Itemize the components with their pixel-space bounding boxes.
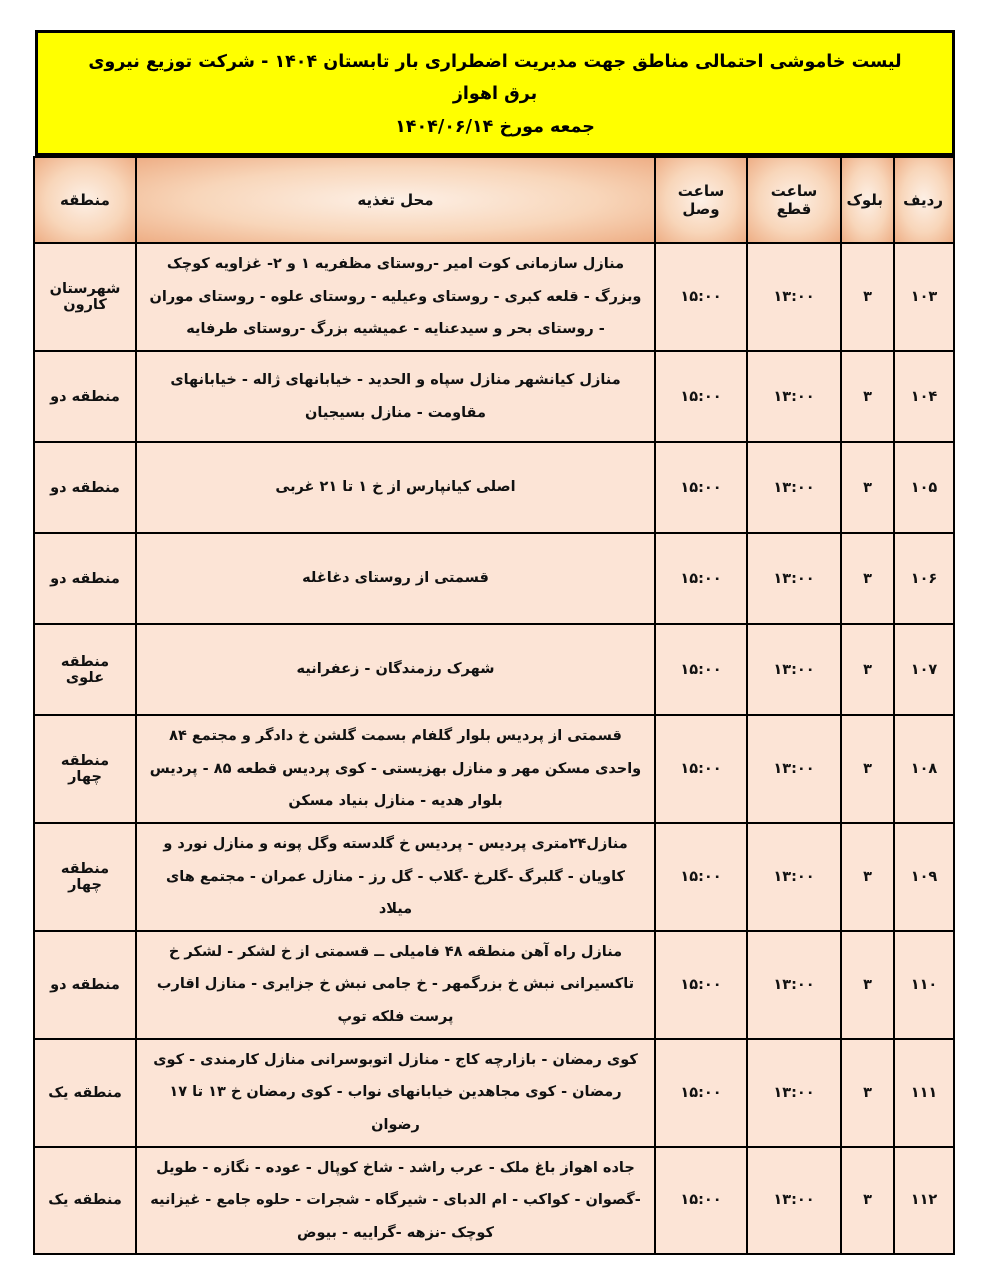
region-cell: منطقه چهار [34,715,136,823]
document-title-banner [35,30,955,156]
cut-time-cell: ۱۳:۰۰ [747,533,841,624]
row-number-cell: ۱۰۴ [894,351,954,442]
feeding-location-cell: منازل سازمانی کوت امیر -روستای مظفریه ۱ و ۲- غزاویه کوچک وبزرگ - قلعه کبری - روستای وعیلیه - روستای علوه - روستای موران - روستای بحر و سیدعنایه - عمیشیه بزرگ -روستای طرفایه [136,243,655,351]
region-cell: منطقه یک [34,1039,136,1147]
row-number-cell: ۱۱۲ [894,1147,954,1255]
cut-time-cell: ۱۳:۰۰ [747,715,841,823]
feeding-location-cell: قسمتی از پردیس بلوار گلفام بسمت گلشن خ دادگر و مجتمع ۸۴ واحدی مسکن مهر و منازل بهزیستی - کوی پردیس قطعه ۸۵ - پردیس بلوار هدیه - منازل بنیاد مسکن [136,715,655,823]
header-cut-time: ساعت قطع [747,157,841,243]
cut-time-cell: ۱۳:۰۰ [747,931,841,1039]
row-number-cell: ۱۱۱ [894,1039,954,1147]
cut-time-cell: ۱۳:۰۰ [747,243,841,351]
row-number-cell: ۱۰۷ [894,624,954,715]
reconnect-time-cell: ۱۵:۰۰ [655,442,747,533]
cut-time-cell: ۱۳:۰۰ [747,1039,841,1147]
table-row [34,624,954,715]
cut-time-cell: ۱۳:۰۰ [747,624,841,715]
block-cell: ۳ [841,715,894,823]
table-row [34,1039,954,1147]
table-row [34,442,954,533]
row-number-cell: ۱۱۰ [894,931,954,1039]
reconnect-time-cell: ۱۵:۰۰ [655,715,747,823]
block-cell: ۳ [841,931,894,1039]
block-cell: ۳ [841,442,894,533]
header-region: منطقه [34,157,136,243]
cut-time-cell: ۱۳:۰۰ [747,1147,841,1255]
feeding-location-cell: اصلی کیانپارس از خ ۱ تا ۲۱ غربی [136,442,655,533]
title-line-2: جمعه مورخ ۱۴۰۴/۰۶/۱۴ [395,116,595,137]
region-cell: منطقه علوی [34,624,136,715]
block-cell: ۳ [841,1039,894,1147]
block-cell: ۳ [841,1147,894,1255]
table-row [34,931,954,1039]
table-row [34,533,954,624]
reconnect-time-cell: ۱۵:۰۰ [655,351,747,442]
table-row [34,715,954,823]
reconnect-time-cell: ۱۵:۰۰ [655,243,747,351]
block-cell: ۳ [841,823,894,931]
header-row-number: ردیف [894,157,954,243]
reconnect-time-cell: ۱۵:۰۰ [655,1039,747,1147]
table-row [34,243,954,351]
region-cell: منطقه یک [34,1147,136,1255]
feeding-location-cell: منازل۲۴متری پردیس - پردیس خ گلدسته وگل پونه و منازل نورد و کاویان - گلبرگ -گلرخ -گلاب - گل رز - منازل عمران - مجتمع های میلاد [136,823,655,931]
outage-table-body [34,243,954,1254]
cut-time-cell: ۱۳:۰۰ [747,442,841,533]
cut-time-cell: ۱۳:۰۰ [747,351,841,442]
row-number-cell: ۱۰۹ [894,823,954,931]
table-row [34,351,954,442]
header-reconnect-time: ساعت وصل [655,157,747,243]
table-header-row [34,157,954,243]
outage-schedule-table [33,156,955,1255]
feeding-location-cell: منازل کیانشهر منازل سپاه و الحدید - خیابانهای ژاله - خیابانهای مقاومت - منازل بسیجیان [136,351,655,442]
reconnect-time-cell: ۱۵:۰۰ [655,931,747,1039]
row-number-cell: ۱۰۶ [894,533,954,624]
reconnect-time-cell: ۱۵:۰۰ [655,823,747,931]
feeding-location-cell: قسمتی از روستای دغاغله [136,533,655,624]
row-number-cell: ۱۰۵ [894,442,954,533]
block-cell: ۳ [841,624,894,715]
table-row [34,823,954,931]
header-feeding-location: محل تغذیه [136,157,655,243]
reconnect-time-cell: ۱۵:۰۰ [655,624,747,715]
cut-time-cell: ۱۳:۰۰ [747,823,841,931]
reconnect-time-cell: ۱۵:۰۰ [655,1147,747,1255]
row-number-cell: ۱۰۸ [894,715,954,823]
region-cell: شهرستان کارون [34,243,136,351]
region-cell: منطقه چهار [34,823,136,931]
header-block: بلوک [841,157,894,243]
block-cell: ۳ [841,351,894,442]
feeding-location-cell: جاده اهواز باغ ملک - عرب راشد - شاخ کوپال - عوده - نگازه - طویل -گصوان - کواکب - ام الدبای - شیرگاه - شجرات - حلوه جامع - غیزانیه کوچک -نزهه -گراییه - بیوض [136,1147,655,1255]
row-number-cell: ۱۰۳ [894,243,954,351]
region-cell: منطقه دو [34,442,136,533]
block-cell: ۳ [841,243,894,351]
region-cell: منطقه دو [34,351,136,442]
table-row [34,1147,954,1255]
region-cell: منطقه دو [34,533,136,624]
feeding-location-cell: کوی رمضان - بازارچه کاج - منازل اتوبوسرانی منازل کارمندی - کوی رمضان - کوی مجاهدین خیابانهای نواب - کوی رمضان خ ۱۳ تا ۱۷ رضوان [136,1039,655,1147]
reconnect-time-cell: ۱۵:۰۰ [655,533,747,624]
feeding-location-cell: شهرک رزمندگان - زعفرانیه [136,624,655,715]
feeding-location-cell: منازل راه آهن منطقه ۴۸ فامیلی ــ قسمتی از خ لشکر - لشکر خ تاکسیرانی نبش خ بزرگمهر - خ جامی نبش خ جزایری - منازل اقارب پرست فلکه توپ [136,931,655,1039]
block-cell: ۳ [841,533,894,624]
title-line-1: لیست خاموشی احتمالی مناطق جهت مدیریت اضطراری بار تابستان ۱۴۰۴ - شرکت توزیع نیروی برق اهواز [88,52,902,105]
region-cell: منطقه دو [34,931,136,1039]
